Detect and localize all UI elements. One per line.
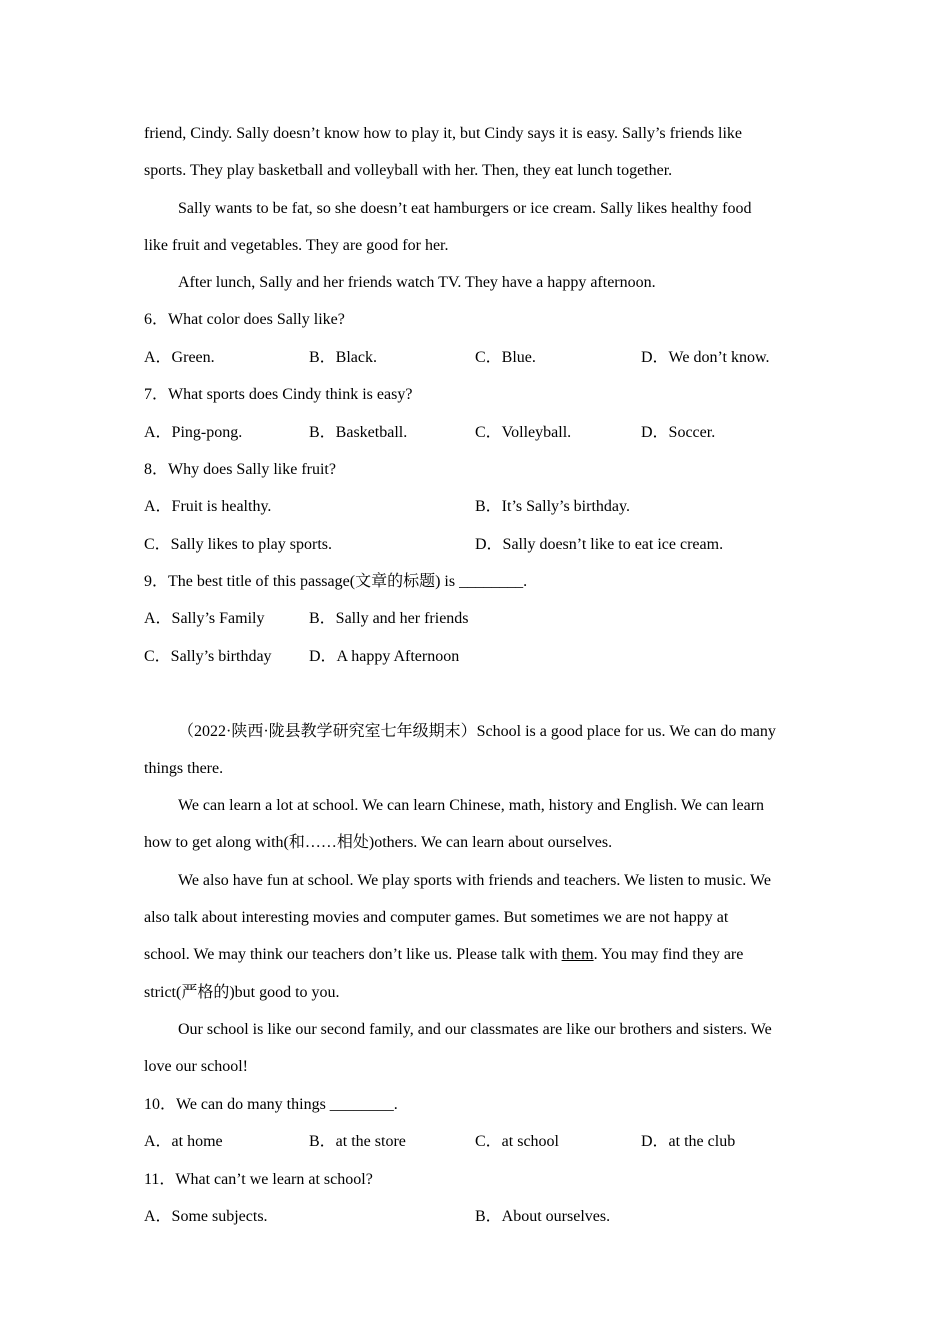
passage1-line: After lunch, Sally and her friends watch TV. They have a happy afternoon. (178, 274, 656, 291)
question-options (144, 414, 814, 451)
question-stem: 11．What can’t we learn at school? (144, 1171, 373, 1188)
question-options (144, 526, 814, 563)
option-a: A．Sally’s Family (144, 610, 265, 627)
question-stem: 7．What sports does Cindy think is easy? (144, 386, 413, 403)
option-d: D．at the club (641, 1133, 736, 1150)
passage2-line: （2022·陕西·陇县教学研究室七年级期末）School is a good place for us. We can do many (178, 723, 776, 740)
option-c: C．at school (475, 1133, 559, 1150)
passage2-line: We also have fun at school. We play sports with friends and teachers. We listen to music. We (178, 872, 771, 889)
passage2-text: . You may find they are (593, 946, 744, 963)
option-b: B．Basketball. (309, 424, 408, 441)
option-d: D．Soccer. (641, 424, 716, 441)
option-b: B．at the store (309, 1133, 406, 1150)
question-stem: 8．Why does Sally like fruit? (144, 461, 336, 478)
question-options (144, 1198, 814, 1235)
passage2-line (144, 936, 814, 973)
question-options (144, 638, 814, 675)
option-c: C．Sally’s birthday (144, 648, 272, 665)
option-c: C．Volleyball. (475, 424, 572, 441)
question-options (144, 339, 814, 376)
question-options (144, 600, 814, 637)
passage2-line: strict(严格的)but good to you. (144, 984, 340, 1001)
question-options (144, 1123, 814, 1160)
option-d: D．A happy Afternoon (309, 648, 460, 665)
passage2-line: how to get along with(和……相处)others. We can learn about ourselves. (144, 834, 613, 851)
option-d: D．Sally doesn’t like to eat ice cream. (475, 536, 724, 553)
passage1-line: like fruit and vegetables. They are good for her. (144, 237, 449, 254)
passage1-line: friend, Cindy. Sally doesn’t know how to play it, but Cindy says it is easy. Sally’s friends like (144, 125, 743, 142)
option-a: A．at home (144, 1133, 223, 1150)
passage1-line: Sally wants to be fat, so she doesn’t eat hamburgers or ice cream. Sally likes healthy food (178, 200, 752, 217)
option-a: A．Fruit is healthy. (144, 498, 272, 515)
option-a: A．Some subjects. (144, 1208, 268, 1225)
passage1-line: sports. They play basketball and volleyball with her. Then, they eat lunch together. (144, 162, 673, 179)
passage2-line: We can learn a lot at school. We can learn Chinese, math, history and English. We can learn (178, 797, 765, 814)
underlined-word: them (561, 946, 594, 963)
passage2-line: things there. (144, 760, 224, 777)
option-a: A．Green. (144, 349, 215, 366)
question-stem: 9．The best title of this passage(文章的标题) is ________. (144, 573, 528, 590)
option-b: B．Black. (309, 349, 377, 366)
passage2-text: school. We may think our teachers don’t like us. Please talk with (144, 946, 562, 963)
option-b: B．Sally and her friends (309, 610, 469, 627)
passage2-line: love our school! (144, 1058, 248, 1075)
question-stem: 10．We can do many things ________. (144, 1096, 398, 1113)
passage2-line: Our school is like our second family, and our classmates are like our brothers and sisters. We (178, 1021, 772, 1038)
question-options (144, 488, 814, 525)
option-a: A．Ping-pong. (144, 424, 243, 441)
option-b: B．It’s Sally’s birthday. (475, 498, 630, 515)
question-stem: 6．What color does Sally like? (144, 311, 345, 328)
passage2-line: also talk about interesting movies and computer games. But sometimes we are not happy at (144, 909, 729, 926)
option-c: C．Blue. (475, 349, 536, 366)
option-b: B．About ourselves. (475, 1208, 611, 1225)
option-c: C．Sally likes to play sports. (144, 536, 333, 553)
option-d: D．We don’t know. (641, 349, 770, 366)
